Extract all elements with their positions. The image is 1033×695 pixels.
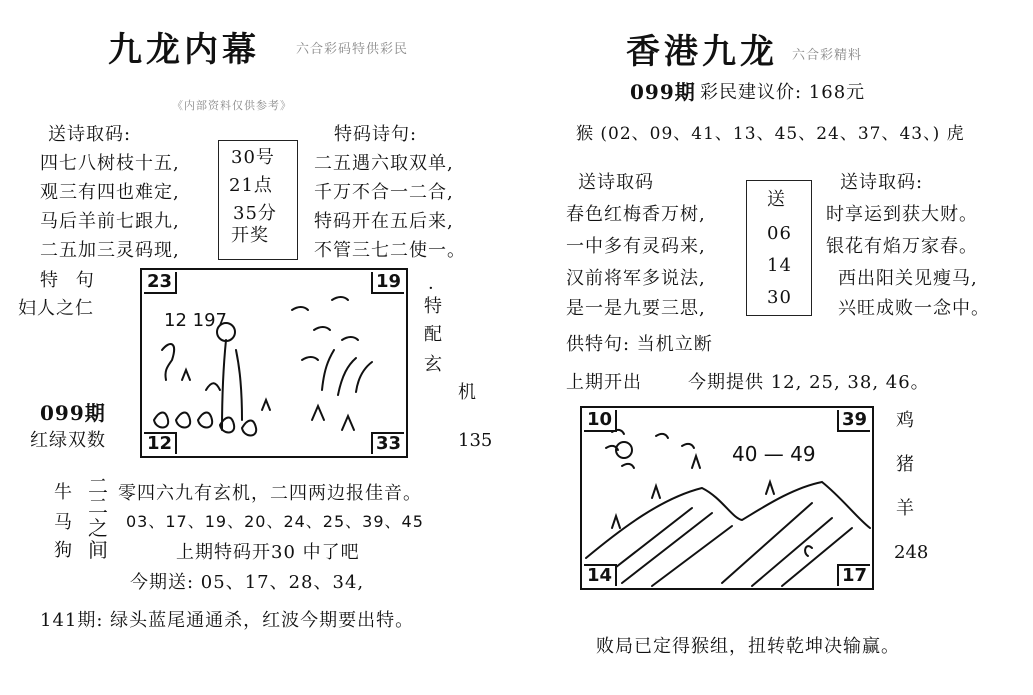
right-box-line-2: 06 — [767, 223, 792, 244]
right-sketch-drawing — [582, 408, 872, 588]
left-saying: 妇人之仁 — [18, 298, 94, 319]
left-right-poem-line-4: 不管三七二使一。 — [314, 240, 466, 261]
right-monkey-line: 猴 (02、09、41、13、45、24、37、43、) 虎 — [576, 124, 965, 144]
left-right-poem-line-2: 千万不合一二合, — [314, 182, 454, 203]
left-side-char-1: 特 — [424, 296, 442, 317]
left-zodiac-3: 狗 — [54, 540, 72, 561]
left-period: 099期 — [40, 401, 106, 425]
left-line-3: 上期特码开30 中了吧 — [176, 542, 360, 563]
left-box-line-2: 21点 — [229, 175, 273, 196]
right-right-poem-line-3: 西出阳关见瘦马, — [838, 268, 978, 289]
left-right-poem-heading: 特码诗句: — [334, 124, 418, 145]
right-side-char-2: 猪 — [896, 454, 914, 475]
left-zodiac-1: 牛 — [54, 482, 72, 503]
right-corner-br: 17 — [837, 564, 870, 586]
right-box-line-4: 30 — [767, 287, 792, 308]
right-number-box — [746, 180, 812, 316]
left-faint-line: 《内部资料仅供参考》 — [172, 99, 292, 112]
left-line-5: 141期: 绿头蓝尾通通杀，红波今期要出特。 — [40, 610, 415, 631]
left-poem-line-4: 二五加三灵码现, — [40, 240, 180, 261]
right-subtitle: 六合彩精料 — [792, 48, 863, 63]
left-title: 九龙内幕 — [108, 30, 260, 70]
right-bottom-line: 败局已定得猴组，扭转乾坤决输赢。 — [596, 636, 900, 657]
right-right-poem-heading: 送诗取码: — [840, 172, 924, 193]
right-poem-line-1: 春色红梅香万树, — [566, 204, 706, 225]
left-box-line-1: 30号 — [231, 147, 275, 168]
right-side-number: 248 — [894, 542, 929, 563]
right-right-poem-line-1: 时享运到获大财。 — [826, 204, 978, 225]
left-middle-3: 之 — [88, 516, 108, 540]
right-right-poem-line-4: 兴旺成败一念中。 — [838, 298, 990, 319]
left-subtitle: 六合彩码特供彩民 — [296, 42, 409, 57]
left-zodiac-2: 马 — [54, 512, 72, 533]
right-right-poem-line-2: 银花有焰万家春。 — [826, 236, 978, 257]
left-line-1: 零四六九有玄机，二四两边报佳音。 — [118, 483, 422, 504]
right-puzzle-picture — [580, 406, 874, 590]
left-poem-line-1: 四七八树枝十五, — [40, 153, 180, 174]
right-title: 香港九龙 — [626, 32, 778, 72]
right-side-char-1: 鸡 — [896, 410, 914, 431]
left-box-line-3: 35分 — [233, 203, 277, 224]
left-right-poem-line-1: 二五遇六取双单, — [314, 153, 454, 174]
left-right-poem-line-3: 特码开在五后来, — [314, 211, 454, 232]
left-puzzle-picture — [140, 268, 408, 458]
right-last-period: 上期开出 — [566, 372, 642, 393]
left-middle-4: 间 — [88, 538, 108, 562]
right-sketch-number-text: 40 — 49 — [732, 442, 816, 466]
left-line-2: 03、17、19、20、24、25、39、45 — [126, 512, 424, 531]
right-corner-tl: 10 — [584, 410, 617, 432]
left-corner-bl: 12 — [144, 432, 177, 454]
left-poem-line-3: 马后羊前七跟九, — [40, 211, 180, 232]
right-poem-line-3: 汉前将军多说法, — [566, 268, 706, 289]
right-side-char-3: 羊 — [896, 498, 914, 519]
right-poem-line-4: 是一是九要三思, — [566, 298, 706, 319]
right-corner-tr: 39 — [837, 410, 870, 432]
left-middle-1: 二 — [88, 474, 108, 498]
left-side-char-2: 配 — [424, 324, 442, 345]
left-box-line-4: 开奖 — [231, 225, 269, 246]
left-poem-heading: 送诗取码: — [48, 124, 132, 145]
left-corner-tr: 19 — [371, 272, 404, 294]
right-box-line-1: 送 — [767, 189, 786, 210]
right-this-period: 今期提供 12, 25, 38, 46。 — [688, 372, 930, 393]
right-box-line-3: 14 — [767, 255, 792, 276]
left-corner-tl: 23 — [144, 272, 177, 294]
right-poem-line-2: 一中多有灵码来, — [566, 236, 706, 257]
left-period-note: 红绿双数 — [30, 430, 106, 451]
left-saying-label: 特 句 — [40, 270, 100, 291]
left-poem-line-2: 观三有四也难定, — [40, 182, 180, 203]
left-middle-2: 二 — [88, 494, 108, 518]
left-line-4: 今期送: 05、17、28、34, — [130, 572, 365, 593]
right-poem-heading: 送诗取码 — [578, 172, 654, 193]
right-period: 099期 — [630, 80, 696, 104]
left-sketch-drawing — [142, 270, 406, 456]
left-number-box — [218, 140, 298, 260]
left-side-dot: · — [428, 278, 434, 299]
right-corner-bl: 14 — [584, 564, 617, 586]
right-price: 彩民建议价: 168元 — [700, 82, 866, 103]
left-side-char-4: 机 — [458, 382, 476, 403]
left-corner-br: 33 — [371, 432, 404, 454]
right-special-saying: 供特句: 当机立断 — [566, 334, 713, 355]
left-sketch-number-text: 12 197 — [164, 310, 227, 331]
left-side-number: 135 — [458, 430, 493, 451]
left-side-char-3: 玄 — [424, 354, 442, 375]
